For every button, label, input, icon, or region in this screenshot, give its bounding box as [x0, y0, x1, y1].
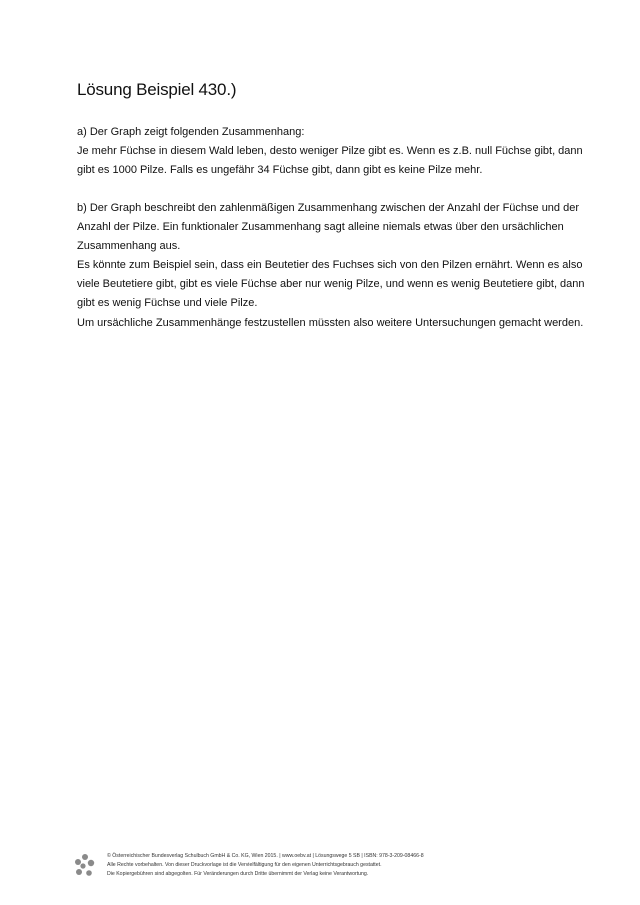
copyright-notice	[107, 852, 424, 879]
text-line: Um ursächliche Zusammenhänge festzustellen müssten also weitere Untersuchungen gemacht werden.	[77, 316, 584, 329]
text-line: viele Beutetiere gibt, gibt es viele Füchse aber nur wenig Pilze, und wenn es wenig Beutetiere gibt, dann	[77, 278, 585, 291]
publisher-logo-icon	[74, 853, 96, 877]
footer-line: Die Kopiergebühren sind abgegolten. Für Veränderungen durch Dritte übernimmt der Verlag keine Verantwortung.	[107, 871, 369, 877]
footer-line: Alle Rechte vorbehalten. Von dieser Druckvorlage ist die Vervielfältigung für den eigenen Unterrichtsgebrauch gestattet.	[107, 862, 382, 868]
page-title: Lösung Beispiel 430.)	[77, 80, 237, 99]
answer-part-b	[77, 199, 587, 333]
text-line: b) Der Graph beschreibt den zahlenmäßigen Zusammenhang zwischen der Anzahl der Füchse und der	[77, 202, 579, 214]
answer-part-a	[77, 123, 587, 180]
text-line: gibt es 1000 Pilze. Falls es ungefähr 34 Füchse gibt, dann gibt es keine Pilze mehr.	[77, 164, 483, 177]
text-line: Anzahl der Pilze. Ein funktionaler Zusammenhang sagt alleine niemals etwas über den ursächlichen	[77, 221, 564, 234]
footer-line: © Österreichischer Bundesverlag Schulbuch GmbH & Co. KG, Wien 2015. | www.oebv.at | Lösungswege 5 SB | ISBN: 978-3-209-08466-8	[107, 853, 424, 859]
text-line: Je mehr Füchse in diesem Wald leben, desto weniger Pilze gibt es. Wenn es z.B. null Füchse gibt, dann	[77, 145, 583, 158]
page-footer	[74, 851, 574, 881]
text-line: Es könnte zum Beispiel sein, dass ein Beutetier des Fuchses sich von den Pilzen ernährt. Wenn es also	[77, 259, 583, 272]
text-line: Zusammenhang aus.	[77, 240, 181, 253]
text-line: gibt es wenig Füchse und viele Pilze.	[77, 297, 258, 310]
text-line: a) Der Graph zeigt folgenden Zusammenhang:	[77, 126, 305, 138]
